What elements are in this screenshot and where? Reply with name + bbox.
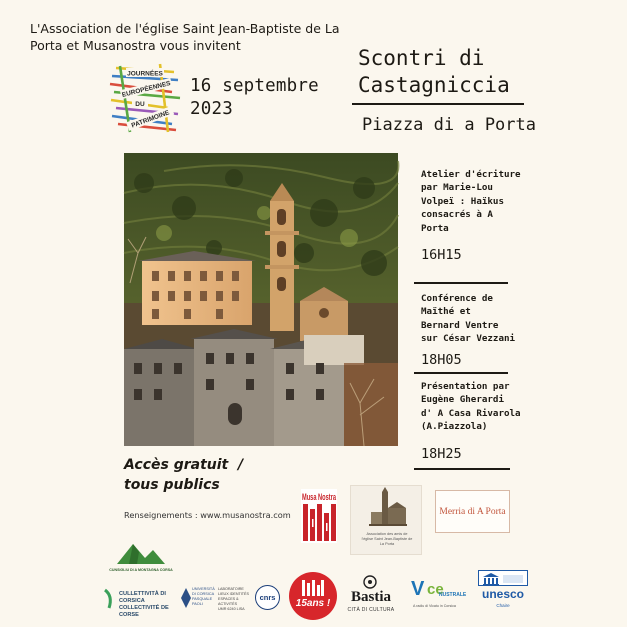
jep-word-1: JOURNÉES	[127, 70, 163, 78]
collectivite-caption	[119, 591, 179, 619]
unesco-subtitle: Chaire	[496, 603, 510, 608]
association-caption	[353, 532, 421, 547]
access-line-2: tous publics	[124, 477, 220, 493]
event-title	[358, 45, 598, 99]
program-item-1-line: Volpeï : Haïkus	[421, 195, 504, 207]
unesco-logo	[475, 567, 531, 615]
collectivite-caption-line: CULLETTIVITÀ DI CORSICA	[119, 591, 166, 604]
jep-word-3: DU	[135, 101, 145, 108]
journees-patrimoine-logo	[108, 62, 182, 134]
program-item-3-time: 18H25	[421, 446, 462, 462]
association-caption-line: l'église Saint Jean-Baptiste de	[361, 537, 413, 541]
musanostra-logo	[301, 489, 337, 543]
program-item-2-line: Conférence de	[421, 293, 493, 304]
event-title-line-1: Scontri di	[358, 46, 485, 70]
access-line-1: Accès gratuit /	[124, 457, 244, 473]
association-caption-line: La Porta	[379, 542, 395, 546]
program-item-1-line: Atelier d'écriture	[421, 169, 521, 180]
laboratoire-caption-line: ESPACES & ACTIVITÉS	[218, 597, 239, 606]
cunsigliu-caption: CUNSIGLIU DI A MONTAGNA CORSA	[109, 568, 173, 572]
event-date	[190, 75, 350, 121]
collectivite-caption-line: COLLECTIVITÉ DE CORSE	[119, 605, 169, 618]
universita-corsica-logo	[181, 584, 221, 614]
voce-subtitle: NUSTRALE	[439, 592, 467, 598]
program-item-1-time: 16H15	[421, 247, 462, 263]
intro-line-1: L'Association de l'église Saint Jean-Baptiste de La	[30, 21, 340, 36]
voce-tagline: A radiu di Vicatu in Corsica	[413, 604, 456, 608]
laboratoire-caption-line: LABORATOIRE	[218, 587, 244, 591]
association-amis-eglise-logo	[350, 485, 422, 555]
title-underline	[352, 103, 524, 105]
program-item-3-description	[421, 380, 601, 434]
bastia-subtitle: CITÀ DI CULTURA	[347, 607, 395, 613]
program-item-1-description	[421, 168, 601, 235]
laboratoire-caption-line: UMR 6240 LISA	[218, 607, 245, 611]
program-separator	[414, 282, 508, 284]
program-item-2-line: sur César Vezzani	[421, 333, 516, 345]
cunsigliu-montagna-logo	[103, 540, 175, 576]
collectivite-corse-logo	[103, 586, 175, 618]
bastia-logo	[343, 575, 399, 617]
program-separator	[414, 372, 508, 374]
program-item-2-description	[421, 292, 601, 346]
program-item-2-line: Bernard Ventre	[421, 319, 499, 331]
program-item-3-line: (A.Piazzola)	[421, 421, 488, 433]
voce-nustrale-logo	[411, 578, 473, 618]
unesco-label: unesco	[481, 587, 524, 601]
association-caption-line: Association des amis de	[366, 532, 408, 536]
laboratoire-caption-line: LIEUX IDENTITÉS	[218, 592, 249, 596]
bastia-label: Bastia	[350, 589, 391, 605]
program-item-3-line: Présentation par	[421, 381, 510, 392]
event-date-day: 16 septembre	[190, 76, 319, 96]
universita-caption-line: PASQUALE PAOLI	[192, 597, 213, 606]
program-item-2-line: Maïthé et	[421, 306, 471, 318]
program-item-1-line: Porta	[421, 222, 449, 234]
event-title-line-2: Castagniccia	[358, 73, 510, 97]
merria-di-a-porta-logo: Merria di A Porta	[435, 490, 510, 533]
jep-word-4: PATRIMOINE	[130, 109, 171, 130]
organizers-intro	[30, 20, 375, 54]
program-item-2-time: 18H05	[421, 352, 462, 368]
program-item-3-line: d' A Casa Rivarola	[421, 407, 521, 419]
program-separator	[414, 468, 510, 470]
universita-caption-line: DI CORSICA	[192, 592, 215, 596]
musanostra-label: Musa Nostra	[302, 492, 337, 502]
quinze-ans-label: 15ans !	[295, 598, 331, 609]
event-place: Piazza di a Porta	[362, 115, 536, 135]
voce-rest: ce	[427, 581, 444, 598]
cnrs-logo: cnrs	[255, 585, 280, 610]
laboratoire-lisa-logo	[218, 587, 258, 612]
village-photo	[124, 153, 398, 446]
program-item-1-line: consacrés à A	[421, 209, 493, 221]
universita-caption-line: UNIVERSITÀ	[192, 587, 215, 591]
access-info	[124, 455, 243, 495]
unesco-temple-box	[478, 570, 528, 586]
contact-info: Renseignements : www.musanostra.com	[124, 510, 291, 520]
event-date-year: 2023	[190, 99, 233, 119]
voce-v: V	[411, 578, 425, 600]
program-item-1-line: par Marie-Lou	[421, 182, 493, 194]
intro-line-2: Porta et Musanostra vous invitent	[30, 38, 241, 53]
program-item-3-line: Eugène Gherardi	[421, 394, 504, 406]
jep-word-2: EUROPÉENNES	[121, 80, 172, 99]
quinze-ans-logo	[289, 572, 337, 620]
